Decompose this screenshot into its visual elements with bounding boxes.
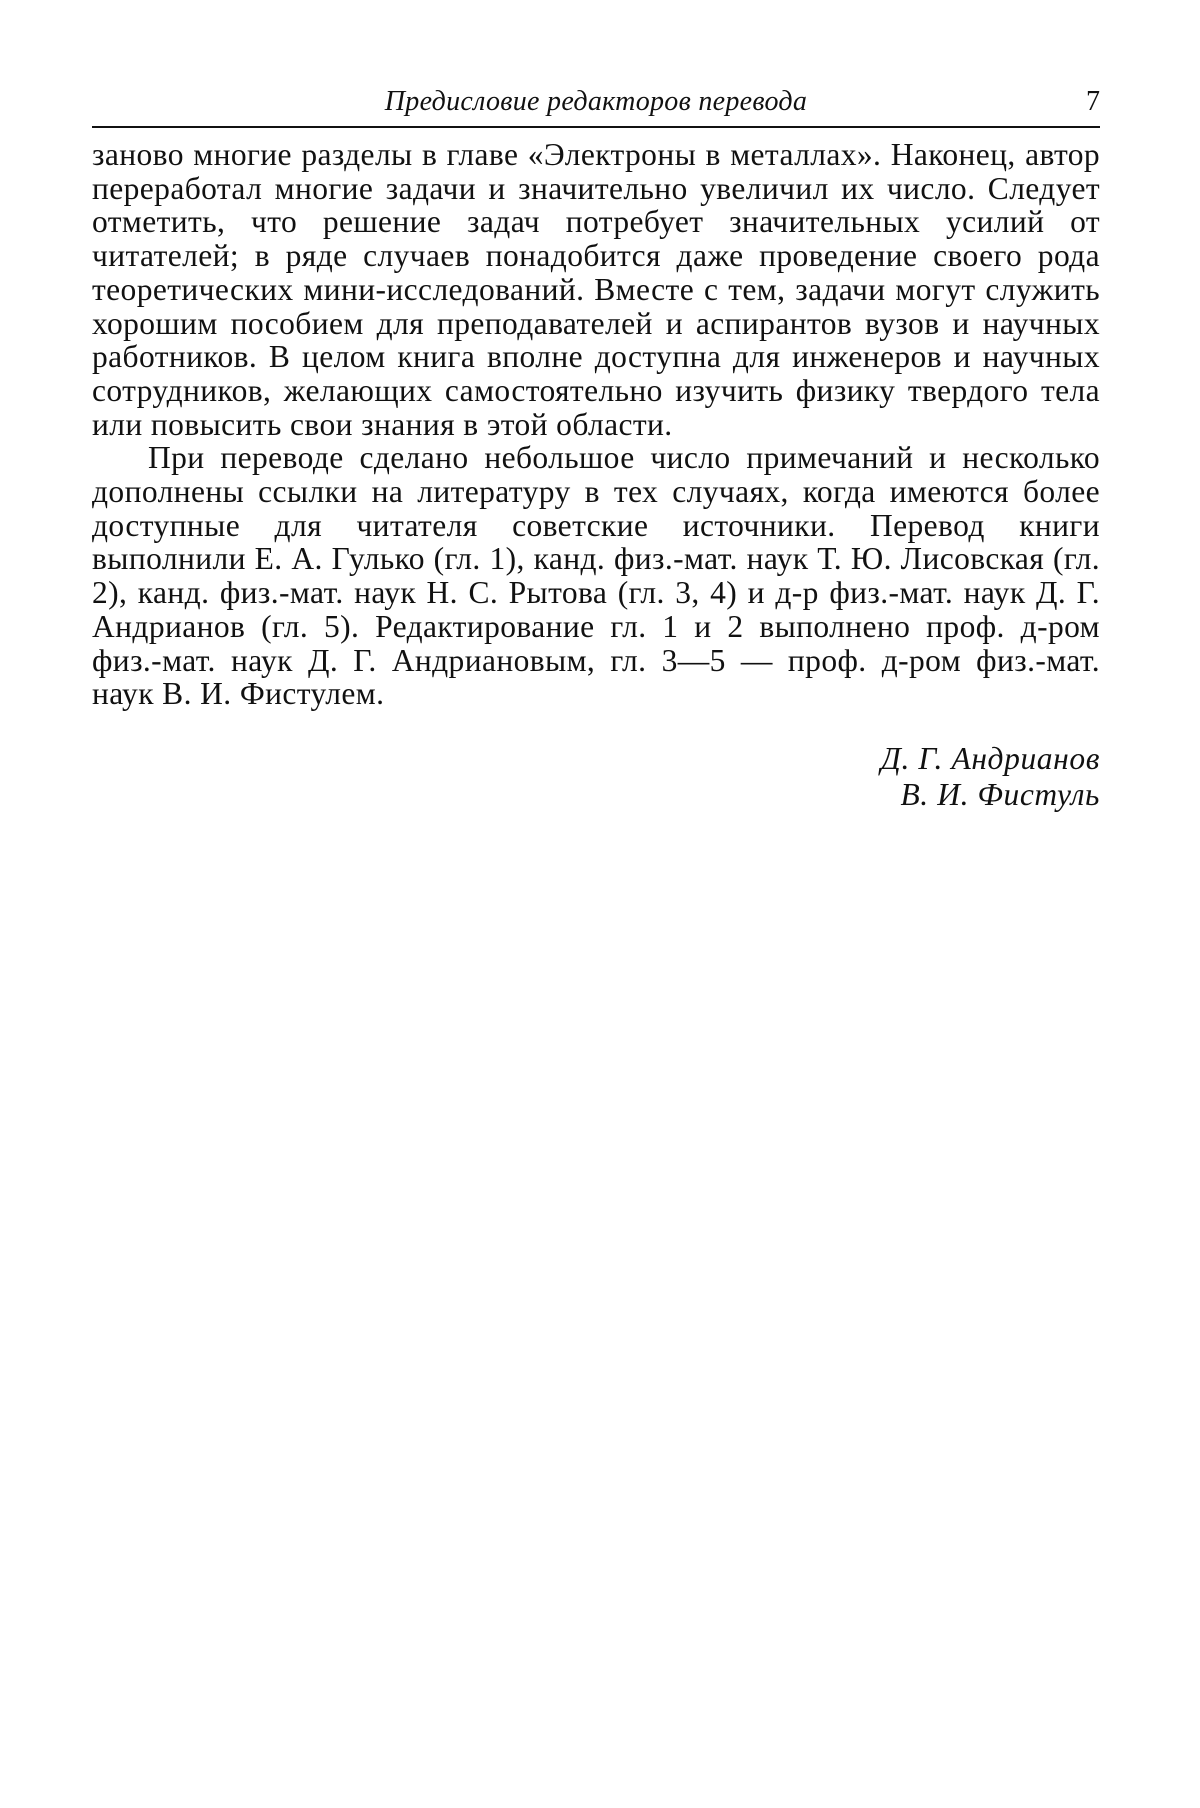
running-title: Предисловие редакторов перевода [384,86,808,117]
running-head [92,80,1100,124]
signature-andrianov: Д. Г. Андрианов [880,740,1100,776]
paragraph-continuation: заново многие разделы в главе «Электроны в металлах». Наконец, автор переработал многие задачи и значительно увеличил их число. Следует отметить, что решение задач потребует значительных усилий от читателей; в ряде случаев понадобится даже проведение своего рода теоретических мини-исследований. Вместе с тем, задачи могут служить хорошим пособием для преподавателей и аспирантов вузов и научных работников. В целом книга вполне доступна для инженеров и научных сотрудников, желающих самостоятельно изучить физику твердого тела или повысить свои знания в этой области. [92,137,1100,442]
paragraph-translation-notes: При переводе сделано небольшое число примечаний и несколько дополнены ссылки на литературу в тех случаях, когда имеются более доступные для читателя советские источники. Перевод книги выполнили Е. А. Гулько (гл. 1), канд. физ.-мат. наук Т. Ю. Лисовская (гл. 2), канд. физ.-мат. наук Н. С. Рытова (гл. 3, 4) и д-р физ.-мат. наук Д. Г. Андрианов (гл. 5). Редактирование гл. 1 и 2 выполнено проф. д-ром физ.-мат. наук Д. Г. Андриановым, гл. 3—5 — проф. д-ром физ.-мат. наук В. И. Фистулем. [92,440,1100,712]
body-text [92,138,1100,711]
book-page [92,80,1100,813]
signature-fistul: В. И. Фистуль [900,776,1100,812]
signatures [92,741,1100,813]
header-rule [92,126,1100,128]
page-number: 7 [1086,86,1100,117]
